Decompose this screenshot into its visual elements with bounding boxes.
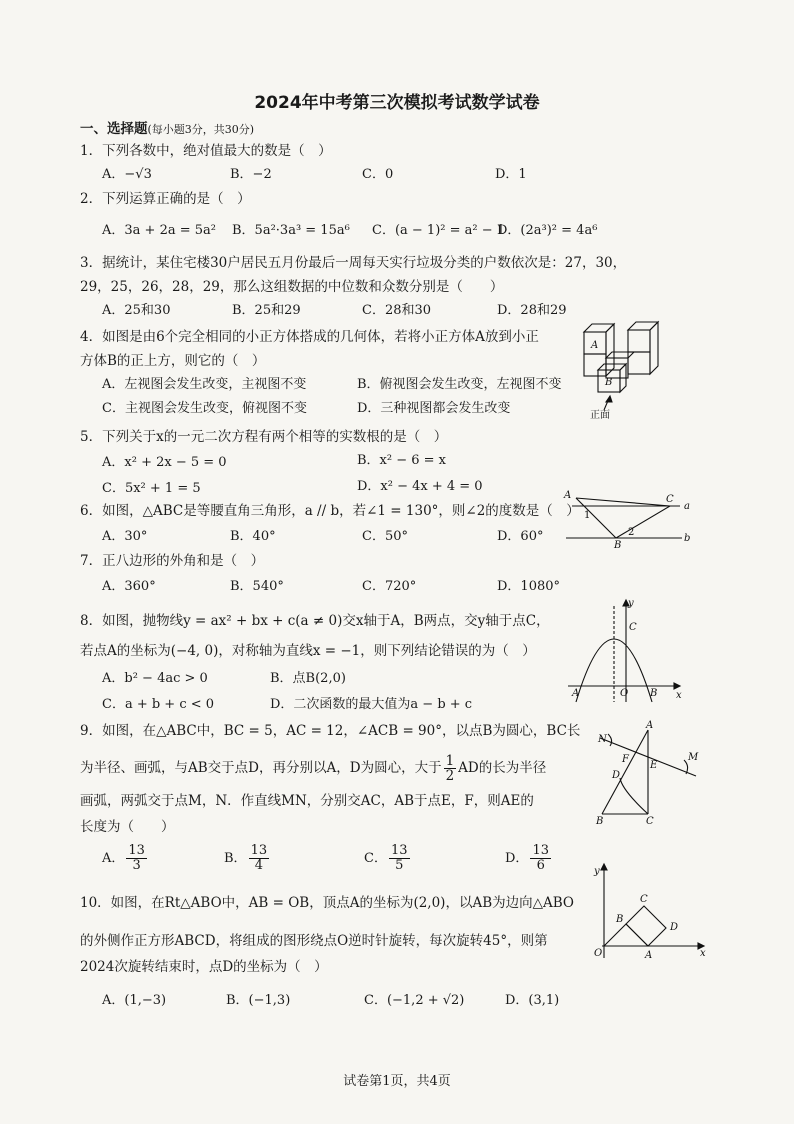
q9-stem-line4: 长度为（ ）	[80, 819, 175, 835]
q10-option-a: A．(1,−3)	[102, 993, 167, 1008]
q6-option-c: C．50°	[362, 529, 408, 544]
q8-label-b: B	[650, 688, 658, 699]
q10-label-c: C	[640, 894, 648, 905]
q9-option-c-num: 13	[390, 843, 408, 858]
q10-label-o: O	[594, 948, 603, 959]
q9-option-d-num: 13	[532, 843, 549, 858]
q9-label-a: A	[646, 720, 654, 731]
q9-option-d-den: 6	[536, 858, 545, 873]
q6-angle-1: 1	[584, 510, 591, 521]
q4-option-a: A．左视图会发生改变，主视图不变	[102, 377, 307, 392]
page-title: 2024年中考第三次模拟考试数学试卷	[254, 93, 540, 113]
q7-option-c: C．720°	[362, 579, 417, 594]
q9-stem-line2-post: AD的长为半径	[458, 760, 547, 776]
q5-option-d: D．x² − 4x + 4 = 0	[357, 479, 483, 494]
q5-stem: 5．下列关于x的一元二次方程有两个相等的实数根的是（ ）	[80, 429, 448, 445]
q6-option-a: A．30°	[102, 529, 148, 544]
q9-stem-line1: 9．如图，在△ABC中，BC = 5，AC = 12，∠ACB = 90°，以点B为圆心，BC长	[80, 723, 581, 739]
q4-label-b: B	[605, 377, 613, 388]
q6-stem: 6．如图，△ABC是等腰直角三角形，a // b，若∠1 = 130°，则∠2的度数是（ ）	[80, 503, 580, 519]
q10-stem-line1: 10．如图，在Rt△ABO中，AB = OB，顶点A的坐标为(2,0)，以AB为边向△ABO	[80, 895, 574, 911]
q9-label-e: E	[650, 760, 658, 771]
q9-option-d-label: D．	[505, 851, 529, 866]
q9-option-c	[364, 844, 412, 873]
q7-option-d: D．1080°	[497, 579, 561, 594]
q9-stem-line3: 画弧，两弧交于点M，N．作直线MN，分别交AC，AB于点E，F，则AE的	[80, 793, 534, 809]
q4-stem-line1: 4．如图是由6个完全相同的小正方体搭成的几何体，若将小正方体A放到小正	[80, 329, 539, 345]
q5-option-a: A．x² + 2x − 5 = 0	[102, 455, 227, 470]
q1-option-a: A．−√3	[102, 167, 152, 182]
q3-option-d: D．28和29	[497, 303, 567, 318]
q9-half-fraction	[444, 754, 457, 783]
q9-option-d	[505, 844, 553, 873]
q1-option-d: D．1	[495, 167, 527, 182]
q9-option-b-num: 13	[250, 843, 268, 858]
q4-cube-figure	[576, 318, 666, 422]
q10-label-d: D	[670, 922, 679, 933]
q2-option-a: A．3a + 2a = 5a²	[102, 223, 216, 238]
q2-stem: 2．下列运算正确的是（ ）	[80, 191, 251, 207]
q2-option-d: D．(2a³)² = 4a⁶	[497, 223, 598, 238]
q9-frac-num: 1	[445, 753, 455, 769]
section-title: 一、选择题	[80, 121, 148, 137]
q5-option-b: B．x² − 6 = x	[357, 453, 447, 468]
q6-option-d: D．60°	[497, 529, 544, 544]
q10-option-c: C．(−1,2 + √2)	[364, 993, 465, 1008]
q8-label-y: y	[628, 598, 634, 609]
q9-option-a-label: A．	[102, 851, 125, 866]
q10-option-b: B．(−1,3)	[226, 993, 291, 1008]
q9-stem-line2	[80, 754, 546, 783]
q9-label-d: D	[612, 770, 621, 781]
q9-option-a-num: 13	[128, 843, 145, 858]
q8-stem-line1: 8．如图，抛物线y = ax² + bx + c(a ≠ 0)交x轴于A，B两点，交y轴于点C，	[80, 613, 550, 629]
q4-caption: 正面	[590, 410, 610, 421]
q2-option-c: C．(a − 1)² = a² − 1	[372, 223, 506, 238]
q6-label-b: B	[614, 540, 622, 551]
q10-option-d: D．(3,1)	[505, 993, 560, 1008]
page-footer: 试卷第1页，共4页	[343, 1074, 451, 1089]
q7-stem: 7．正八边形的外角和是（ ）	[80, 553, 265, 569]
q6-label-c: C	[666, 494, 674, 505]
q5-option-c: C．5x² + 1 = 5	[102, 481, 201, 496]
q4-label-a: A	[591, 340, 599, 351]
q8-option-c: C．a + b + c < 0	[102, 697, 215, 712]
q9-label-c: C	[646, 816, 654, 827]
q6-triangle-figure	[562, 488, 692, 550]
q9-label-f: F	[622, 754, 629, 765]
q9-option-b-label: B．	[224, 851, 247, 866]
q10-square-figure	[590, 858, 710, 964]
q9-triangle-figure	[592, 720, 702, 826]
q6-line-b: b	[684, 533, 691, 544]
q9-option-a-den: 3	[132, 858, 141, 873]
q10-label-y: y	[594, 866, 600, 877]
q10-stem-line2: 的外侧作正方形ABCD，将组成的图形绕点O逆时针旋转，每次旋转45°，则第	[80, 933, 548, 949]
q3-option-a: A．25和30	[102, 303, 171, 318]
q4-option-c: C．主视图会发生改变，俯视图不变	[102, 401, 307, 416]
q8-label-x: x	[676, 690, 682, 701]
q8-option-b: B．点B(2,0)	[270, 671, 346, 686]
q8-label-o: O	[620, 688, 629, 699]
q7-option-a: A．360°	[102, 579, 156, 594]
q10-label-x: x	[700, 948, 706, 959]
section-heading	[80, 120, 254, 139]
q1-stem: 1．下列各数中，绝对值最大的数是（ ）	[80, 143, 332, 159]
q3-stem-line2: 29，25，26，28，29，那么这组数据的中位数和众数分别是（ ）	[80, 279, 504, 295]
q10-label-b: B	[616, 914, 624, 925]
q8-stem-line2: 若点A的坐标为(−4, 0)，对称轴为直线x = −1，则下列结论错误的为（ ）	[80, 643, 536, 659]
q9-stem-line2-pre: 为半径、画弧，与AB交于点D，再分别以A，D为圆心，大于	[80, 760, 442, 776]
q9-label-b: B	[596, 816, 604, 827]
q4-option-d: D．三种视图都会发生改变	[357, 401, 511, 416]
q8-option-a: A．b² − 4ac > 0	[102, 671, 208, 686]
q9-label-n: N	[598, 734, 607, 745]
q9-option-a	[102, 844, 149, 873]
q3-stem-line1: 3．据统计，某住宅楼30户居民五月份最后一周每天实行垃圾分类的户数依次是：27，30，	[80, 255, 627, 271]
q6-option-b: B．40°	[230, 529, 276, 544]
q9-option-b-den: 4	[254, 858, 263, 873]
section-note: (每小题3分，共30分)	[147, 123, 255, 136]
q8-label-c: C	[629, 622, 637, 633]
q9-label-m: M	[688, 752, 699, 763]
q10-label-a: A	[645, 950, 653, 961]
q9-option-c-den: 5	[395, 858, 404, 873]
q1-option-c: C．0	[362, 167, 394, 182]
q9-frac-den: 2	[445, 768, 455, 784]
q8-option-d: D．二次函数的最大值为a − b + c	[270, 697, 473, 712]
q8-label-a: A	[572, 688, 580, 699]
q8-parabola-figure	[566, 596, 686, 706]
q6-angle-2: 2	[628, 527, 635, 538]
q6-line-a: a	[684, 501, 690, 512]
q4-option-b: B．俯视图会发生改变，左视图不变	[357, 377, 562, 392]
q3-option-c: C．28和30	[362, 303, 432, 318]
q10-stem-line3: 2024次旋转结束时，点D的坐标为（ ）	[80, 959, 328, 975]
q2-option-b: B．5a²·3a³ = 15a⁶	[232, 223, 350, 238]
q9-option-c-label: C．	[364, 851, 387, 866]
q3-option-b: B．25和29	[232, 303, 301, 318]
q4-stem-line2: 方体B的正上方，则它的（ ）	[80, 353, 266, 369]
q6-label-a: A	[564, 490, 572, 501]
q9-option-b	[224, 844, 271, 873]
q7-option-b: B．540°	[230, 579, 284, 594]
q1-option-b: B．−2	[230, 167, 272, 182]
